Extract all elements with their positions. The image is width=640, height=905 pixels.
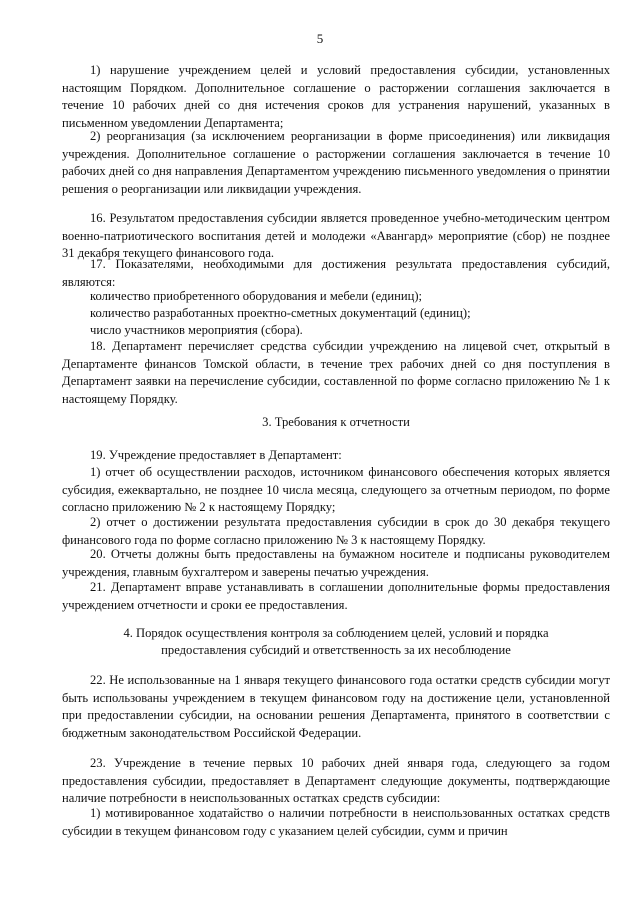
indicator-item: количество приобретенного оборудования и мебели (единиц); <box>90 289 423 303</box>
indicator-item: число участников мероприятия (сбора). <box>90 323 303 337</box>
paragraph-23: 23. Учреждение в течение первых 10 рабочих дней января года, следующего за годом предоставления субсидии, предоставляет в Департамент следующие документы, подтверждающие наличие потребности в неиспользованных остатках средств субсидии: <box>62 756 610 806</box>
indicator-item: количество разработанных проектно-сметных документаций (единиц); <box>90 306 471 320</box>
section-3-heading: 3. Требования к отчетности <box>262 415 410 429</box>
paragraph-19: 19. Учреждение предоставляет в Департамент: <box>90 448 342 462</box>
section-4-heading-line1: 4. Порядок осуществления контроля за соблюдением целей, условий и порядка <box>123 626 549 640</box>
paragraph-21: 21. Департамент вправе устанавливать в соглашении дополнительные формы предоставления учреждением отчетности и сроки ее предоставления. <box>62 580 610 612</box>
paragraph-violation: 1) нарушение учреждением целей и условий предоставления субсидии, установленных настоящим Порядком. Дополнительное соглашение о расторжении соглашения заключается в течение 10 рабочих дней со дня истечения сроков для устранения нарушений, указанных в письменном уведомлении Департамента; <box>62 63 610 130</box>
section-4-heading-line2: предоставления субсидий и ответственность за их несоблюдение <box>161 643 511 657</box>
paragraph-19-2: 2) отчет о достижении результата предоставления субсидии в срок до 30 декабря текущего финансового года по форме согласно приложению № 3 к настоящему Порядку. <box>62 515 610 547</box>
paragraph-17: 17. Показателями, необходимыми для достижения результата предоставления субсидий, являются: <box>62 257 610 289</box>
paragraph-20: 20. Отчеты должны быть предоставлены на бумажном носителе и подписаны руководителем учреждения, главным бухгалтером и заверены печатью учреждения. <box>62 547 610 579</box>
paragraph-reorganization: 2) реорганизация (за исключением реорганизации в форме присоединения) или ликвидация учреждения. Дополнительное соглашение о расторжении соглашения заключается в течение 10 рабочих дней со дня направления Департаментом учреждению письменного уведомления о принятии решения о реорганизации или ликвидации учреждения. <box>62 129 610 196</box>
paragraph-18: 18. Департамент перечисляет средства субсидии учреждению на лицевой счет, открытый в Департаменте финансов Томской области, в течение трех рабочих дней со дня поступления в Департамент заявки на перечисление субсидии, составленной по форме согласно приложению № 1 к настоящему Порядку. <box>62 339 610 406</box>
paragraph-22: 22. Не использованные на 1 января текущего финансового года остатки средств субсидии могут быть использованы учреждением в текущем финансовом году на достижение цели, установленной при предоставлении субсидии, на основании решения Департамента, принятого в соответствии с бюджетным законодательством Российской Федерации. <box>62 673 610 740</box>
paragraph-23-1: 1) мотивированное ходатайство о наличии потребности в неиспользованных остатках средств субсидии в текущем финансовом году с указанием целей субсидии, сумм и причин <box>62 806 610 838</box>
paragraph-16: 16. Результатом предоставления субсидии является проведенное учебно-методическим центром военно-патриотического воспитания детей и молодежи «Авангард» мероприятие (сбор) не позднее 31 декабря текущего финансового года. <box>62 211 610 261</box>
paragraph-19-1: 1) отчет об осуществлении расходов, источником финансового обеспечения которых является субсидия, ежеквартально, не позднее 10 числа месяца, следующего за отчетным периодом, по форме согласно приложению № 2 к настоящему Порядку; <box>62 465 610 515</box>
page-number: 5 <box>316 31 324 46</box>
